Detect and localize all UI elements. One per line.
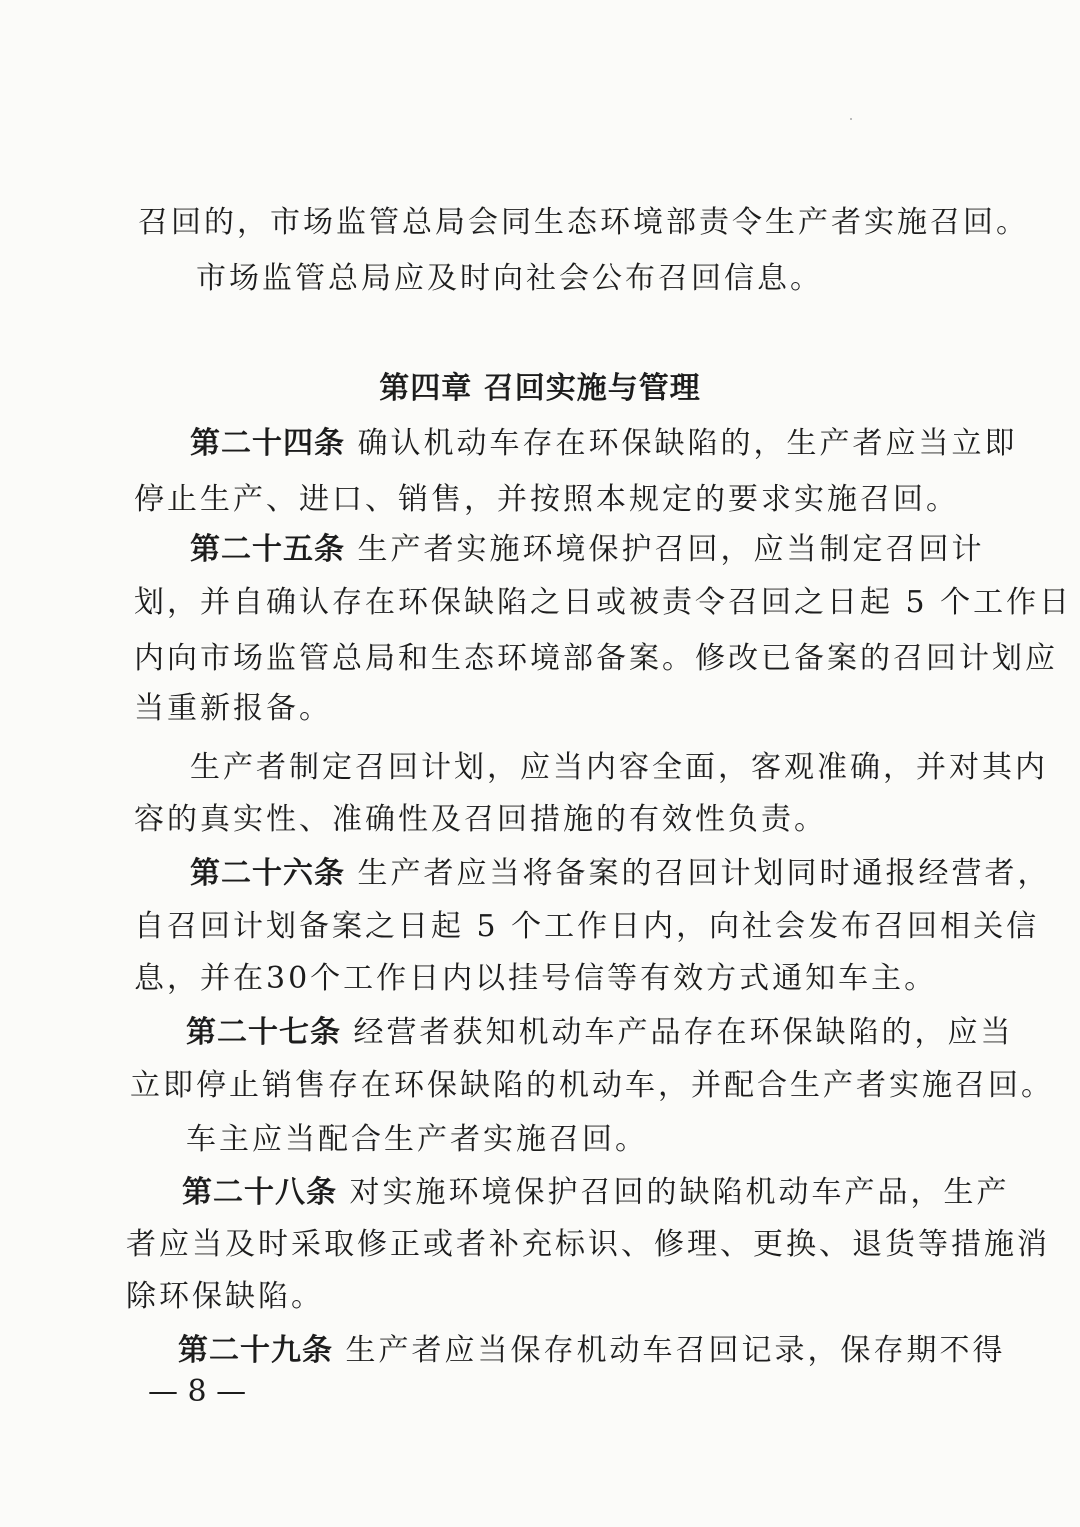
article-29-title: 第二十九条 bbox=[178, 1333, 333, 1368]
article-25-line-1 bbox=[190, 530, 985, 570]
text-line: 当重新报备。 bbox=[134, 691, 332, 726]
article-text: 确认机动车存在环保缺陷的，生产者应当立即 bbox=[345, 426, 1018, 461]
article-27-line-1 bbox=[186, 1013, 1014, 1053]
text-line: 划，并自确认存在环保缺陷之日或被责令召回之日起 5 个工作日 bbox=[134, 585, 1073, 620]
article-29-line-1 bbox=[178, 1331, 1006, 1371]
text-line: 生产者制定召回计划，应当内容全面，客观准确，并对其内 bbox=[190, 750, 1048, 785]
article-28-title: 第二十八条 bbox=[182, 1175, 337, 1210]
chapter-heading: 第四章 召回实施与管理 bbox=[379, 371, 701, 406]
article-28-line-1 bbox=[182, 1173, 1010, 1213]
article-text: 对实施环境保护召回的缺陷机动车产品，生产 bbox=[337, 1175, 1010, 1210]
article-26-line-1 bbox=[190, 854, 1051, 894]
text-line: 市场监管总局应及时向社会公布召回信息。 bbox=[196, 261, 823, 296]
article-27-title: 第二十七条 bbox=[186, 1015, 341, 1050]
article-text: 经营者获知机动车产品存在环保缺陷的，应当 bbox=[341, 1015, 1014, 1050]
article-text: 生产者应当将备案的召回计划同时通报经营者， bbox=[345, 856, 1051, 891]
article-25-title: 第二十五条 bbox=[190, 532, 345, 567]
article-26-title: 第二十六条 bbox=[190, 856, 345, 891]
text-line: 车主应当配合生产者实施召回。 bbox=[186, 1122, 648, 1157]
scan-speck bbox=[850, 118, 852, 120]
text-line: 除环保缺陷。 bbox=[126, 1279, 324, 1314]
page-number: — 8 — bbox=[148, 1374, 247, 1409]
article-24-title: 第二十四条 bbox=[190, 426, 345, 461]
article-24-line-1 bbox=[190, 424, 1018, 464]
text-line: 息，并在30个工作日内以挂号信等有效方式通知车主。 bbox=[134, 961, 938, 996]
text-line: 内向市场监管总局和生态环境部备案。修改已备案的召回计划应 bbox=[134, 641, 1058, 676]
text-line: 立即停止销售存在环保缺陷的机动车，并配合生产者实施召回。 bbox=[130, 1068, 1054, 1103]
article-text: 生产者实施环境保护召回，应当制定召回计 bbox=[345, 532, 985, 567]
text-line: 自召回计划备案之日起 5 个工作日内，向社会发布召回相关信 bbox=[134, 909, 1040, 944]
text-line: 召回的，市场监管总局会同生态环境部责令生产者实施召回。 bbox=[138, 205, 1029, 240]
text-line: 停止生产、进口、销售，并按照本规定的要求实施召回。 bbox=[134, 482, 959, 517]
text-line: 者应当及时采取修正或者补充标识、修理、更换、退货等措施消 bbox=[126, 1227, 1050, 1262]
article-text: 生产者应当保存机动车召回记录，保存期不得 bbox=[333, 1333, 1006, 1368]
text-line: 容的真实性、准确性及召回措施的有效性负责。 bbox=[134, 802, 827, 837]
